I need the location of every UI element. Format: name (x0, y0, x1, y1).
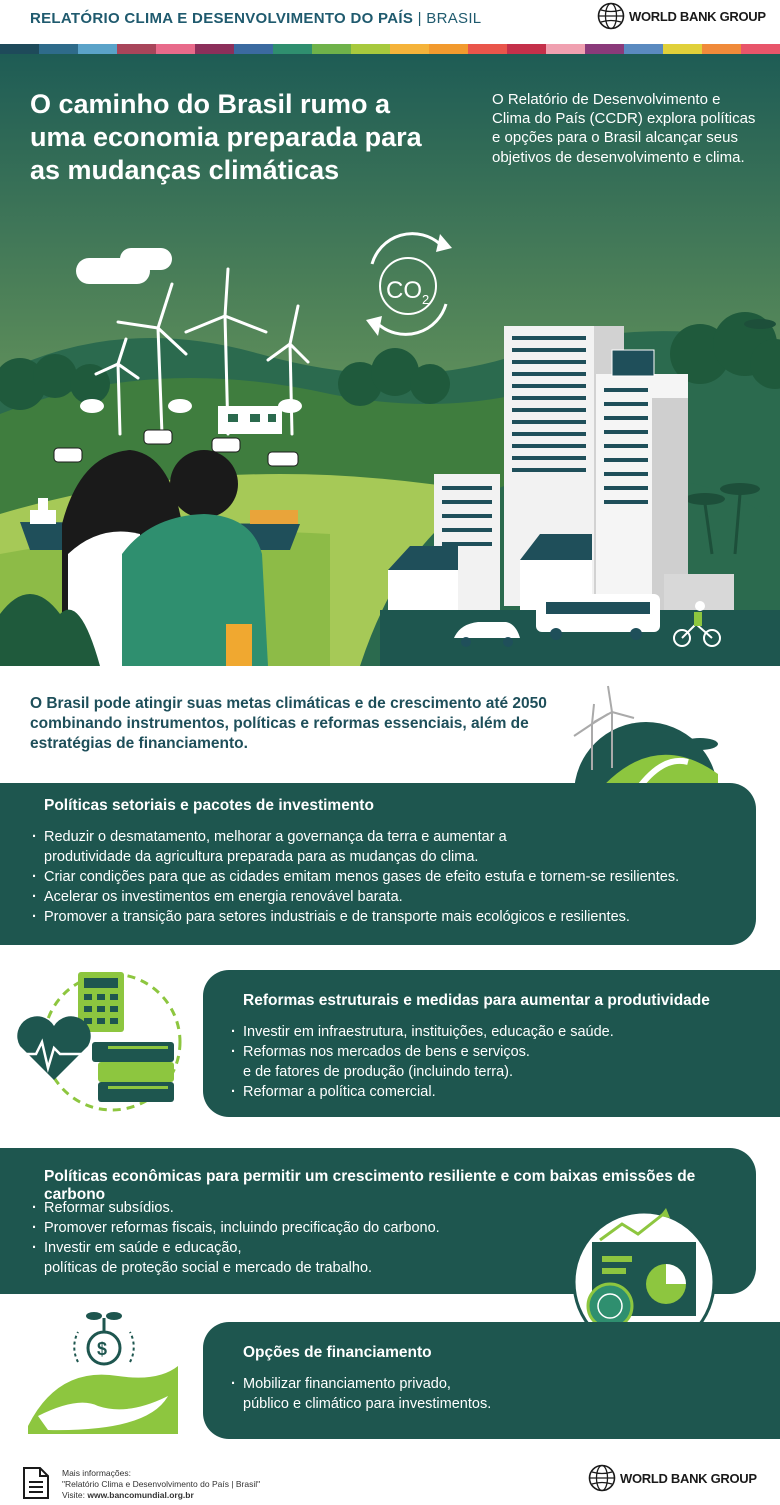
co2-text: $CO_2$ (386, 277, 430, 307)
intro-text: O Brasil pode atingir suas metas climáticas e de crescimento até 2050 combinando instrumentos, políticas e reformas essenciais, além de estratégias de financiamento. (30, 695, 547, 753)
section-title: Políticas setoriais e pacotes de investimento (44, 797, 374, 814)
color-strip-segment (312, 44, 351, 54)
list-item: público e climático para investimentos. (243, 1396, 492, 1412)
list-item: · Investir em infraestrutura, instituições, educação e saúde. (231, 1022, 771, 1042)
section-title: Opções de financiamento (243, 1344, 432, 1361)
hero-banner (0, 54, 780, 666)
color-strip-segment (390, 44, 429, 54)
footer-report-name: "Relatório Clima e Desenvolvimento do País | Brasil" (62, 1479, 261, 1490)
footer-info (62, 1468, 260, 1501)
color-strip-segment (117, 44, 156, 54)
color-strip-segment (39, 44, 78, 54)
section-list (32, 827, 732, 927)
hero-description: O Relatório de Desenvolvimento e Clima do País (CCDR) explora políticas e opções para o Brasil alcançar seus objetivos de desenvolvimento e clima. (492, 91, 756, 166)
color-strip-segment (195, 44, 234, 54)
globe-icon (588, 1464, 616, 1492)
footer-visit-label: Visite: (62, 1490, 85, 1501)
logo-text: WORLD BANK GROUP (629, 8, 766, 24)
document-icon (22, 1466, 50, 1500)
top-bar (0, 0, 780, 44)
color-strip-segment (468, 44, 507, 54)
list-item: · Reformas nos mercados de bens e serviços. (231, 1042, 771, 1062)
list-item: · Criar condições para que as cidades emitam menos gases de efeito estufa e tornem-se resilientes. (32, 867, 732, 887)
list-item: · Mobilizar financiamento privado, (231, 1374, 751, 1394)
color-strip (0, 44, 780, 54)
footer-more-info: Mais informações: (62, 1468, 131, 1478)
list-item: · Acelerar os investimentos em energia renovável barata. (32, 887, 732, 907)
footer-world-bank-logo[interactable] (588, 1464, 757, 1492)
color-strip-segment (0, 44, 39, 54)
color-strip-segment (78, 44, 117, 54)
list-item: · Investir em saúde e educação, (32, 1238, 592, 1258)
footer-site-link[interactable]: www.bancomundial.org.br (87, 1490, 194, 1501)
color-strip-segment (546, 44, 585, 54)
section-list (231, 1022, 771, 1102)
list-item: · Reduzir o desmatamento, melhorar a governança da terra e aumentar a (32, 827, 732, 847)
list-item: · Reformar a política comercial. (231, 1082, 771, 1102)
globe-icon (597, 2, 625, 30)
color-strip-segment (624, 44, 663, 54)
list-item: e de fatores de produção (incluindo terra). (243, 1064, 514, 1080)
color-strip-segment (156, 44, 195, 54)
list-item: · Reformar subsídios. (32, 1198, 592, 1218)
color-strip-segment (741, 44, 780, 54)
country-name: BRASIL (426, 10, 482, 27)
health-books-illustration (14, 968, 194, 1118)
world-bank-logo[interactable] (597, 2, 766, 30)
report-title (30, 10, 481, 27)
list-item: produtividade da agricultura preparada para as mudanças do clima. (44, 849, 479, 865)
color-strip-segment (234, 44, 273, 54)
color-strip-segment (351, 44, 390, 54)
section-title: Políticas econômicas para permitir um crescimento resiliente e com baixas emissões de carbono (44, 1168, 696, 1203)
title-separator: | (417, 10, 422, 27)
color-strip-segment (702, 44, 741, 54)
hero-title: O caminho do Brasil rumo a uma economia preparada para as mudanças climáticas (30, 89, 422, 185)
color-strip-segment (663, 44, 702, 54)
section-list (32, 1198, 592, 1278)
section-financing (203, 1322, 780, 1439)
color-strip-segment (273, 44, 312, 54)
section-structural-reforms (203, 970, 780, 1117)
logo-text: WORLD BANK GROUP (620, 1470, 757, 1486)
list-item: políticas de proteção social e mercado de trabalho. (44, 1260, 373, 1276)
section-sectoral-policies (0, 783, 756, 945)
color-strip-segment (429, 44, 468, 54)
color-strip-segment (585, 44, 624, 54)
report-title-text: RELATÓRIO CLIMA E DESENVOLVIMENTO DO PAÍS (30, 10, 414, 27)
svg-text:$: $ (97, 1339, 108, 1359)
financing-illustration (28, 1306, 178, 1436)
color-strip-segment (507, 44, 546, 54)
section-list (231, 1374, 751, 1414)
list-item: · Promover a transição para setores industriais e de transporte mais ecológicos e resilientes. (32, 907, 732, 927)
list-item: · Promover reformas fiscais, incluindo precificação do carbono. (32, 1218, 592, 1238)
footer-visit (62, 1490, 260, 1501)
section-title: Reformas estruturais e medidas para aumentar a produtividade (243, 992, 710, 1009)
